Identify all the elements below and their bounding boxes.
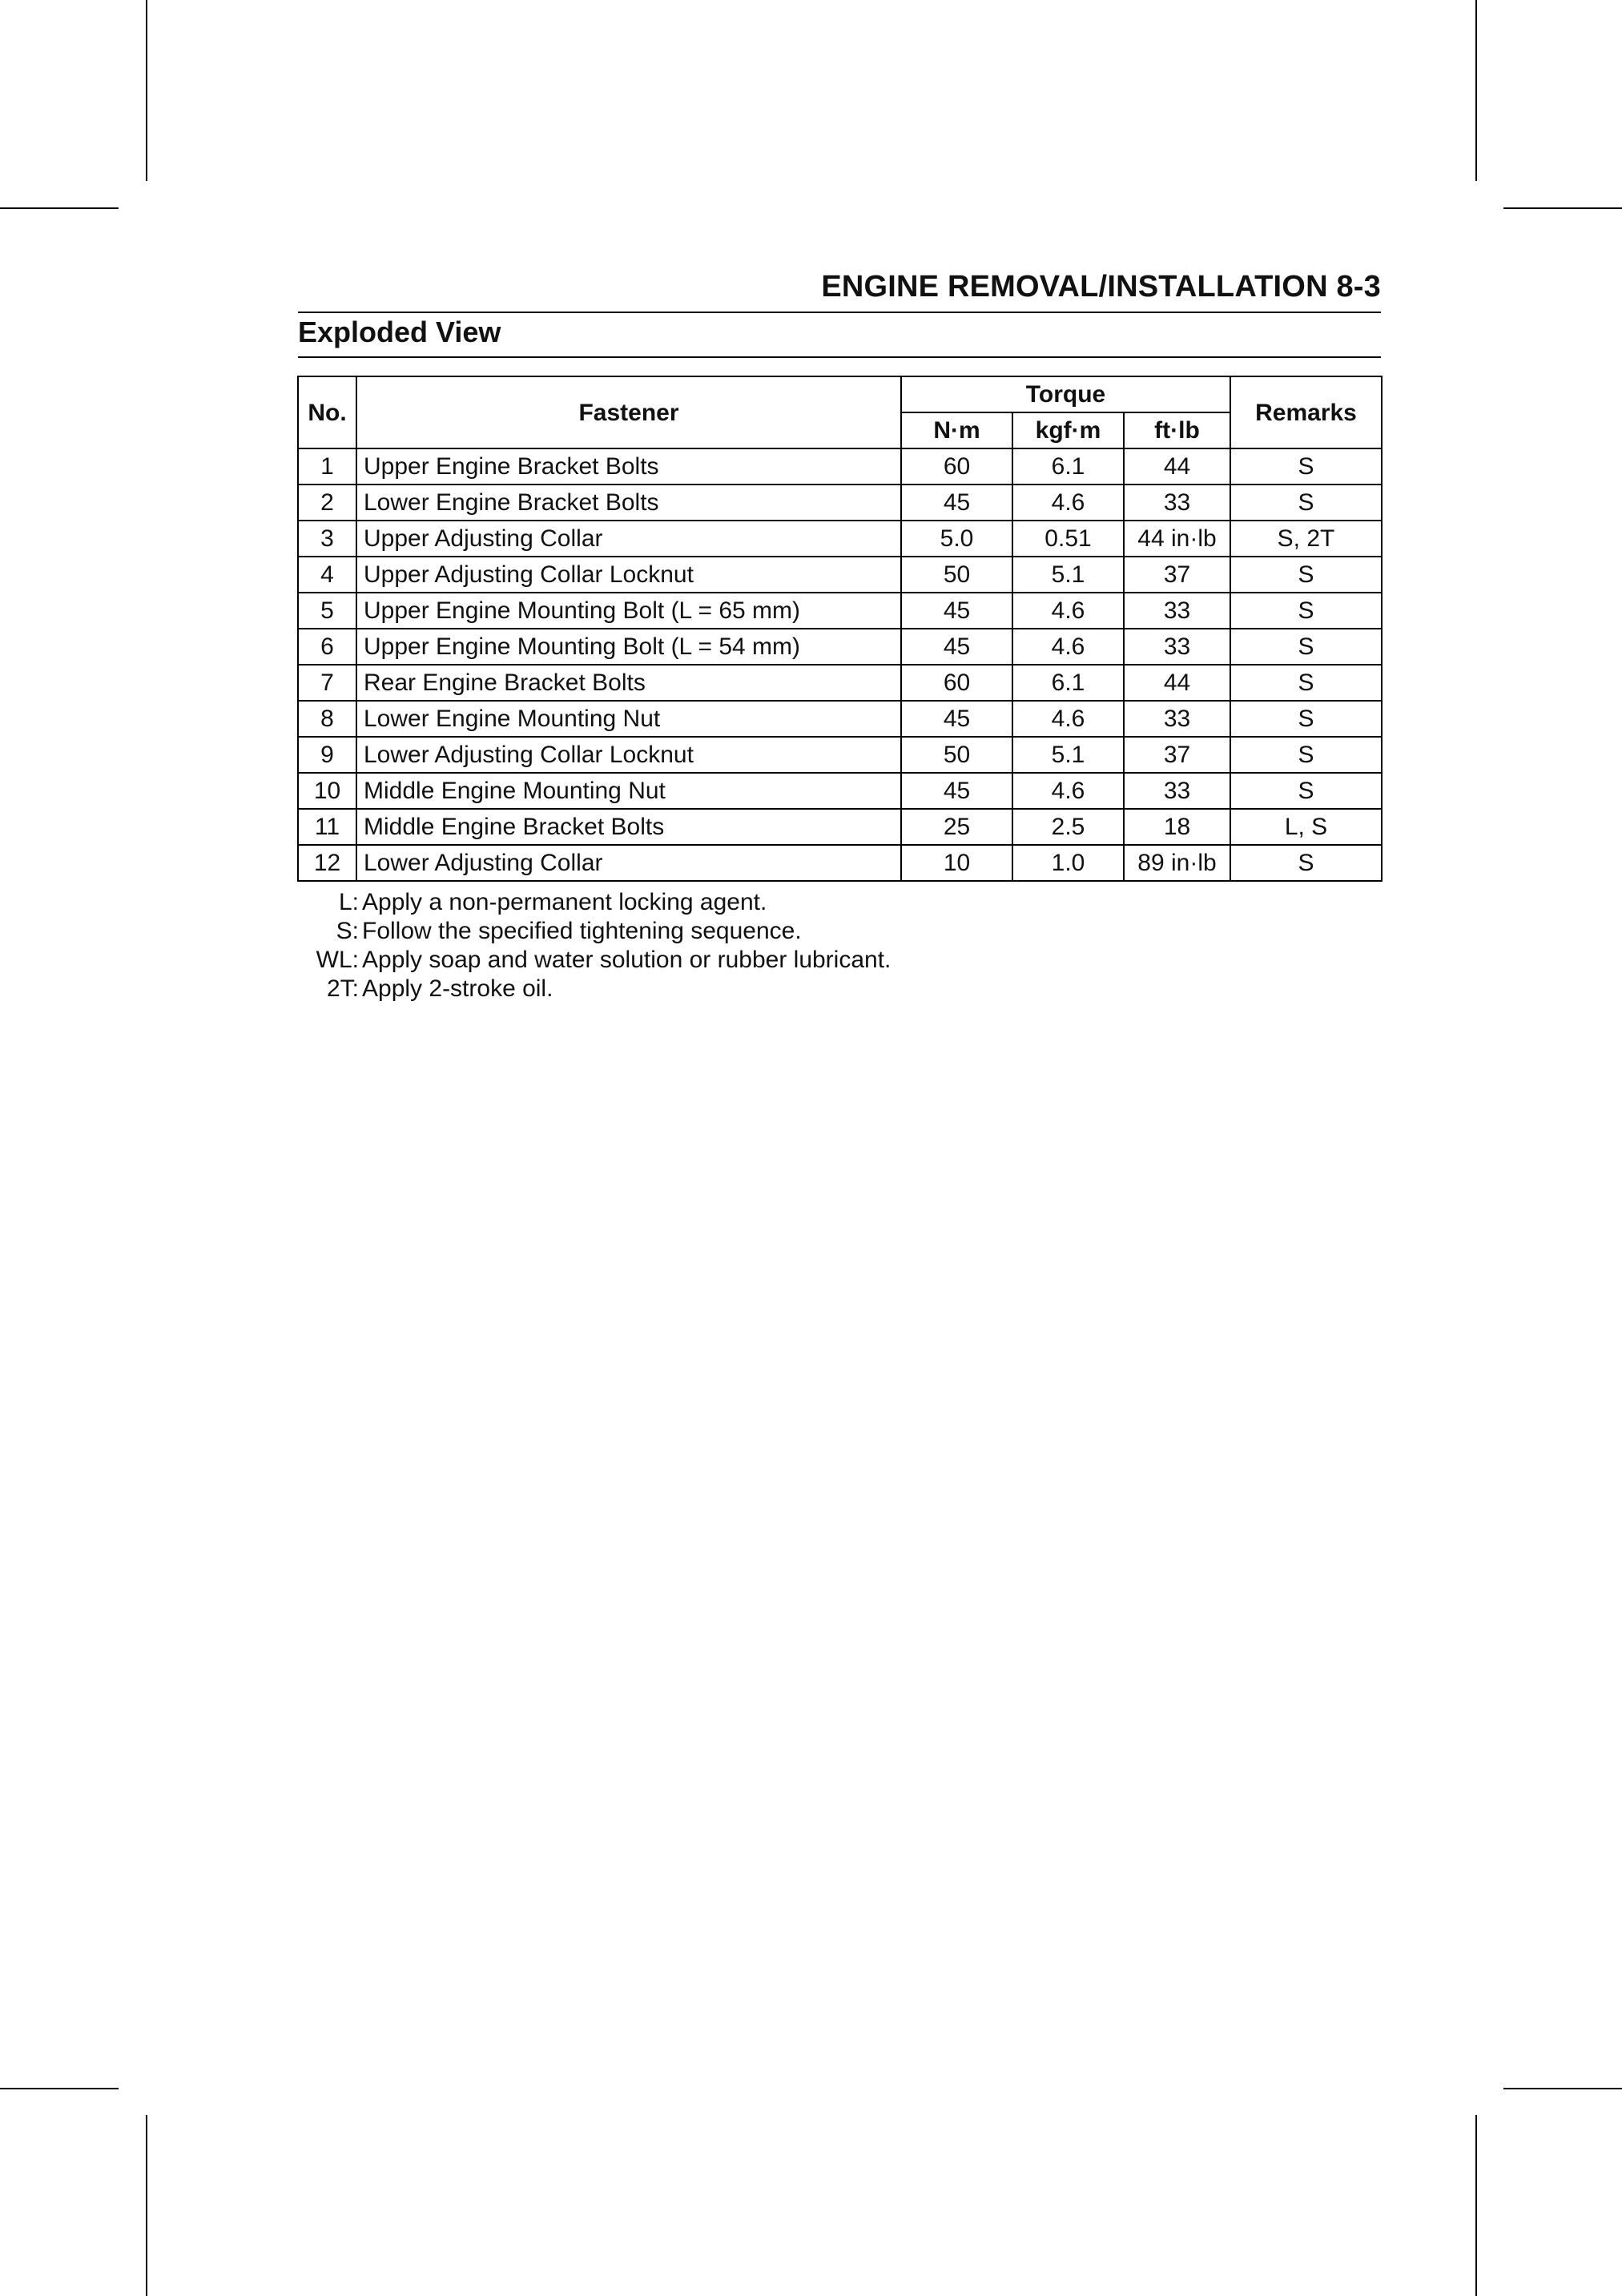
table-row xyxy=(298,485,1382,521)
cell-no: 12 xyxy=(298,845,356,881)
cell-no: 6 xyxy=(298,629,356,665)
cell-ftlb: 89 in·lb xyxy=(1124,845,1230,881)
cell-no: 11 xyxy=(298,809,356,845)
crop-mark-top-right-vertical xyxy=(1475,0,1477,181)
table-row xyxy=(298,629,1382,665)
table-row xyxy=(298,557,1382,593)
cell-ftlb: 33 xyxy=(1124,485,1230,521)
legend-text: Follow the specified tightening sequence. xyxy=(362,918,802,944)
crop-mark-top-left-vertical xyxy=(146,0,147,181)
crop-mark-bottom-right-horizontal xyxy=(1503,2088,1622,2089)
header-torque: Torque xyxy=(901,376,1230,412)
table-row xyxy=(298,593,1382,629)
header-fastener: Fastener xyxy=(356,376,901,448)
crop-mark-top-left-horizontal xyxy=(0,207,119,209)
legend-key: 2T: xyxy=(326,975,359,1002)
cell-fastener: Upper Engine Mounting Bolt (L = 54 mm) xyxy=(356,629,901,665)
cell-nm: 45 xyxy=(901,629,1012,665)
cell-remarks: S xyxy=(1230,557,1382,593)
cell-fastener: Middle Engine Bracket Bolts xyxy=(356,809,901,845)
cell-fastener: Lower Engine Bracket Bolts xyxy=(356,485,901,521)
cell-remarks: L, S xyxy=(1230,809,1382,845)
cell-kgfm: 6.1 xyxy=(1012,448,1124,485)
cell-remarks: S xyxy=(1230,593,1382,629)
cell-nm: 60 xyxy=(901,665,1012,701)
cell-remarks: S xyxy=(1230,773,1382,809)
cell-remarks: S xyxy=(1230,665,1382,701)
cell-remarks: S xyxy=(1230,845,1382,881)
table-row xyxy=(298,773,1382,809)
header-ftlb: ft·lb xyxy=(1124,412,1230,448)
cell-kgfm: 2.5 xyxy=(1012,809,1124,845)
cell-nm: 25 xyxy=(901,809,1012,845)
cell-ftlb: 44 xyxy=(1124,448,1230,485)
cell-ftlb: 44 in·lb xyxy=(1124,521,1230,557)
section-rule xyxy=(298,356,1381,358)
cell-no: 7 xyxy=(298,665,356,701)
cell-fastener: Lower Adjusting Collar Locknut xyxy=(356,737,901,773)
cell-nm: 10 xyxy=(901,845,1012,881)
table-row xyxy=(298,521,1382,557)
legend-item xyxy=(298,975,891,1003)
cell-nm: 45 xyxy=(901,593,1012,629)
cell-fastener: Upper Engine Bracket Bolts xyxy=(356,448,901,485)
cell-no: 2 xyxy=(298,485,356,521)
legend-key: WL: xyxy=(316,947,359,973)
legend-text: Apply a non-permanent locking agent. xyxy=(362,889,767,915)
cell-no: 10 xyxy=(298,773,356,809)
cell-kgfm: 4.6 xyxy=(1012,485,1124,521)
cell-kgfm: 4.6 xyxy=(1012,773,1124,809)
header-no: No. xyxy=(298,376,356,448)
cell-kgfm: 4.6 xyxy=(1012,701,1124,737)
cell-ftlb: 18 xyxy=(1124,809,1230,845)
cell-fastener: Upper Adjusting Collar xyxy=(356,521,901,557)
cell-fastener: Rear Engine Bracket Bolts xyxy=(356,665,901,701)
cell-kgfm: 5.1 xyxy=(1012,737,1124,773)
cell-nm: 60 xyxy=(901,448,1012,485)
cell-kgfm: 0.51 xyxy=(1012,521,1124,557)
cell-kgfm: 4.6 xyxy=(1012,629,1124,665)
cell-remarks: S xyxy=(1230,629,1382,665)
table-row xyxy=(298,448,1382,485)
legend-text: Apply 2-stroke oil. xyxy=(362,975,553,1002)
legend-key: L: xyxy=(338,889,359,915)
table-row xyxy=(298,701,1382,737)
cell-no: 8 xyxy=(298,701,356,737)
cell-no: 9 xyxy=(298,737,356,773)
cell-no: 5 xyxy=(298,593,356,629)
page-title: ENGINE REMOVAL/INSTALLATION 8-3 xyxy=(821,270,1381,304)
cell-nm: 45 xyxy=(901,701,1012,737)
table-row xyxy=(298,737,1382,773)
cell-ftlb: 37 xyxy=(1124,557,1230,593)
cell-fastener: Middle Engine Mounting Nut xyxy=(356,773,901,809)
crop-mark-top-right-horizontal xyxy=(1503,207,1622,209)
cell-fastener: Upper Engine Mounting Bolt (L = 65 mm) xyxy=(356,593,901,629)
cell-nm: 45 xyxy=(901,773,1012,809)
cell-fastener: Lower Adjusting Collar xyxy=(356,845,901,881)
cell-remarks: S, 2T xyxy=(1230,521,1382,557)
table-row xyxy=(298,809,1382,845)
cell-kgfm: 6.1 xyxy=(1012,665,1124,701)
crop-mark-bottom-left-vertical xyxy=(146,2115,147,2296)
cell-no: 4 xyxy=(298,557,356,593)
remarks-legend xyxy=(298,888,891,1003)
cell-remarks: S xyxy=(1230,701,1382,737)
legend-item xyxy=(298,888,891,917)
legend-key: S: xyxy=(336,918,359,944)
cell-nm: 50 xyxy=(901,737,1012,773)
torque-table xyxy=(297,376,1383,882)
table-row xyxy=(298,665,1382,701)
header-kgfm: kgf·m xyxy=(1012,412,1124,448)
cell-nm: 50 xyxy=(901,557,1012,593)
legend-item xyxy=(298,946,891,975)
cell-kgfm: 4.6 xyxy=(1012,593,1124,629)
section-title: Exploded View xyxy=(298,316,501,348)
cell-ftlb: 33 xyxy=(1124,701,1230,737)
cell-ftlb: 33 xyxy=(1124,593,1230,629)
cell-ftlb: 33 xyxy=(1124,773,1230,809)
cell-kgfm: 1.0 xyxy=(1012,845,1124,881)
cell-remarks: S xyxy=(1230,448,1382,485)
cell-ftlb: 44 xyxy=(1124,665,1230,701)
cell-fastener: Lower Engine Mounting Nut xyxy=(356,701,901,737)
cell-fastener: Upper Adjusting Collar Locknut xyxy=(356,557,901,593)
header-nm: N·m xyxy=(901,412,1012,448)
cell-nm: 45 xyxy=(901,485,1012,521)
cell-ftlb: 33 xyxy=(1124,629,1230,665)
legend-text: Apply soap and water solution or rubber lubricant. xyxy=(362,947,891,973)
crop-mark-bottom-right-vertical xyxy=(1475,2115,1477,2296)
cell-no: 3 xyxy=(298,521,356,557)
cell-remarks: S xyxy=(1230,737,1382,773)
table-row xyxy=(298,845,1382,881)
cell-remarks: S xyxy=(1230,485,1382,521)
legend-item xyxy=(298,917,891,946)
cell-nm: 5.0 xyxy=(901,521,1012,557)
cell-no: 1 xyxy=(298,448,356,485)
cell-kgfm: 5.1 xyxy=(1012,557,1124,593)
crop-mark-bottom-left-horizontal xyxy=(0,2088,119,2089)
cell-ftlb: 37 xyxy=(1124,737,1230,773)
table-header-row xyxy=(298,376,1382,412)
header-remarks: Remarks xyxy=(1230,376,1382,448)
